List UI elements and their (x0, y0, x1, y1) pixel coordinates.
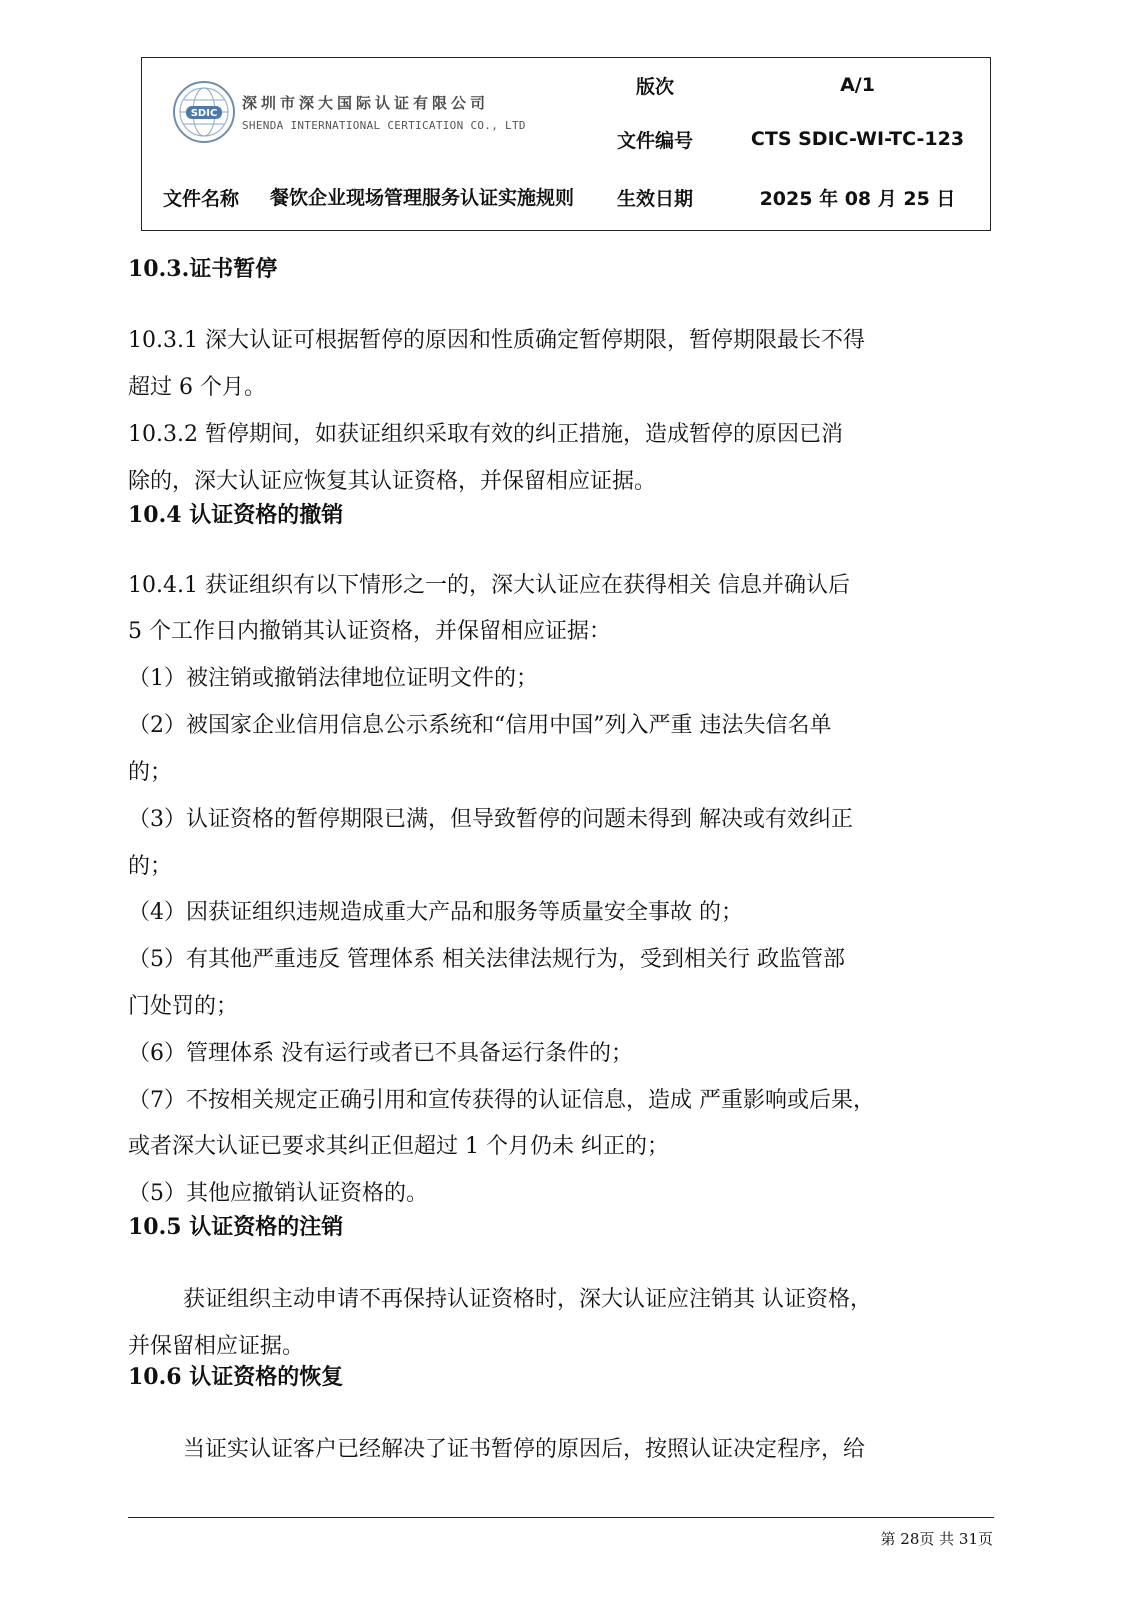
logo-cell (142, 58, 584, 166)
header-table (141, 57, 991, 231)
paragraph-line: 超过 6 个月。 (128, 375, 266, 400)
doc-number-value: CTS SDIC-WI-TC-123 (750, 128, 965, 150)
paragraph-line: 10.3.1 深大认证可根据暂停的原因和性质确定暂停期限，暂停期限最长不得 (128, 328, 865, 353)
section-heading-10-6: 10.6 认证资格的恢复 (128, 1364, 344, 1390)
section-heading-10-3: 10.3.证书暂停 (128, 256, 278, 282)
paragraph-line: 10.3.2 暂停期间，如获证组织采取有效的纠正措施，造成暂停的原因已消 (128, 422, 843, 447)
paragraph-line: 获证组织主动申请不再保持认证资格时，深大认证应注销其 认证资格， (183, 1287, 872, 1312)
footer-divider (128, 1517, 994, 1518)
paragraph-line: 当证实认证客户已经解决了证书暂停的原因后，按照认证决定程序，给 (183, 1437, 866, 1462)
list-item-continued: 或者深大认证已要求其纠正但超过 1 个月仍未 纠正的； (128, 1134, 669, 1159)
svg-text:SDIC: SDIC (190, 108, 218, 119)
effective-date-value: 2025 年 08 月 25 日 (759, 188, 956, 210)
globe-logo-icon (172, 80, 236, 144)
section-heading-10-4: 10.4 认证资格的撤销 (128, 502, 344, 528)
list-item: （3）认证资格的暂停期限已满，但导致暂停的问题未得到 解决或有效纠正 (128, 807, 853, 832)
company-name-en: SHENDA INTERNATIONAL CERTICATION CO., LTD (242, 119, 526, 132)
list-item: （4）因获证组织违规造成重大产品和服务等质量安全事故 的； (128, 900, 743, 925)
version-value: A/1 (840, 74, 875, 96)
paragraph-line: 5 个工作日内撤销其认证资格，并保留相应证据： (128, 619, 611, 644)
doc-number-label: 文件编号 (616, 129, 693, 152)
list-item-continued: 的； (128, 760, 173, 785)
list-item-continued: 门处罚的； (128, 994, 239, 1019)
paragraph-line: 10.4.1 获证组织有以下情形之一的，深大认证应在获得相关 信息并确认后 (128, 573, 850, 598)
company-name-cn: 深圳市深大国际认证有限公司 (242, 94, 490, 112)
list-item: （2）被国家企业信用信息公示系统和“信用中国”列入严重 违法失信名单 (128, 713, 832, 738)
paragraph-line: 除的，深大认证应恢复其认证资格，并保留相应证据。 (128, 469, 657, 494)
list-item-continued: 的； (128, 854, 173, 879)
paragraph-line: 并保留相应证据。 (128, 1334, 305, 1359)
effective-date-label: 生效日期 (616, 188, 693, 210)
file-name-value: 餐饮企业现场管理服务认证实施规则 (269, 186, 574, 209)
file-name-label: 文件名称 (162, 188, 239, 210)
section-heading-10-5: 10.5 认证资格的注销 (128, 1214, 344, 1240)
list-item: （5）其他应撤销认证资格的。 (128, 1181, 428, 1206)
page-number: 第 28页 共 31页 (880, 1530, 993, 1548)
list-item: （1）被注销或撤销法律地位证明文件的； (128, 666, 538, 691)
company-logo (172, 80, 526, 144)
list-item: （7）不按相关规定正确引用和宣传获得的认证信息，造成 严重影响或后果， (128, 1088, 875, 1113)
list-item: （5）有其他严重违反 管理体系 相关法律法规行为，受到相关行 政监管部 (128, 947, 845, 972)
version-label: 版次 (635, 75, 674, 98)
list-item: （6）管理体系 没有运行或者已不具备运行条件的； (128, 1041, 633, 1066)
